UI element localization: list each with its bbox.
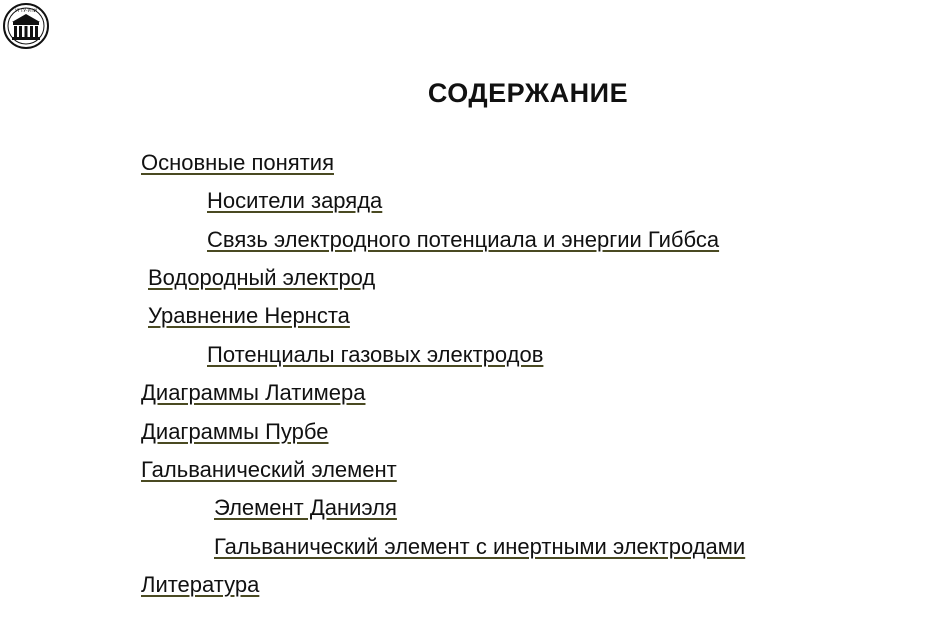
university-logo-icon bbox=[2, 2, 50, 50]
toc-link[interactable]: Гальванический элемент с инертными электродами bbox=[214, 534, 746, 559]
toc-item-latimer-diagrams bbox=[141, 380, 365, 406]
toc-link[interactable]: Носители заряда bbox=[207, 188, 383, 213]
toc-item-gas-electrodes bbox=[207, 342, 543, 368]
toc-link[interactable]: Основные понятия bbox=[141, 150, 334, 175]
toc-item-inert-electrodes bbox=[214, 534, 745, 560]
toc-item-charge-carriers bbox=[207, 188, 382, 214]
toc-link[interactable]: Литература bbox=[141, 572, 260, 597]
toc-item-basic-concepts bbox=[141, 150, 334, 176]
toc-link[interactable]: Потенциалы газовых электродов bbox=[207, 342, 544, 367]
toc-link[interactable]: Связь электродного потенциала и энергии Гиббса bbox=[207, 227, 720, 252]
toc-item-potential-gibbs bbox=[207, 227, 719, 253]
toc-item-galvanic-cell bbox=[141, 457, 397, 483]
page-title: СОДЕРЖАНИЕ bbox=[427, 78, 629, 108]
toc-link[interactable]: Элемент Даниэля bbox=[214, 495, 397, 520]
toc-item-pourbaix-diagrams bbox=[141, 419, 328, 445]
toc-link[interactable]: Диаграммы Латимера bbox=[141, 380, 366, 405]
toc-link[interactable]: Уравнение Нернста bbox=[148, 303, 350, 328]
toc-item-literature bbox=[141, 572, 259, 598]
toc-link[interactable]: Диаграммы Пурбе bbox=[141, 419, 329, 444]
toc-item-daniell-cell bbox=[214, 495, 397, 521]
logo-text: УГТУ-УПИ bbox=[14, 9, 38, 14]
toc-item-hydrogen-electrode bbox=[148, 265, 375, 291]
toc-link[interactable]: Гальванический элемент bbox=[141, 457, 397, 482]
toc-link[interactable]: Водородный электрод bbox=[148, 265, 376, 290]
toc-item-nernst-equation bbox=[148, 303, 350, 329]
